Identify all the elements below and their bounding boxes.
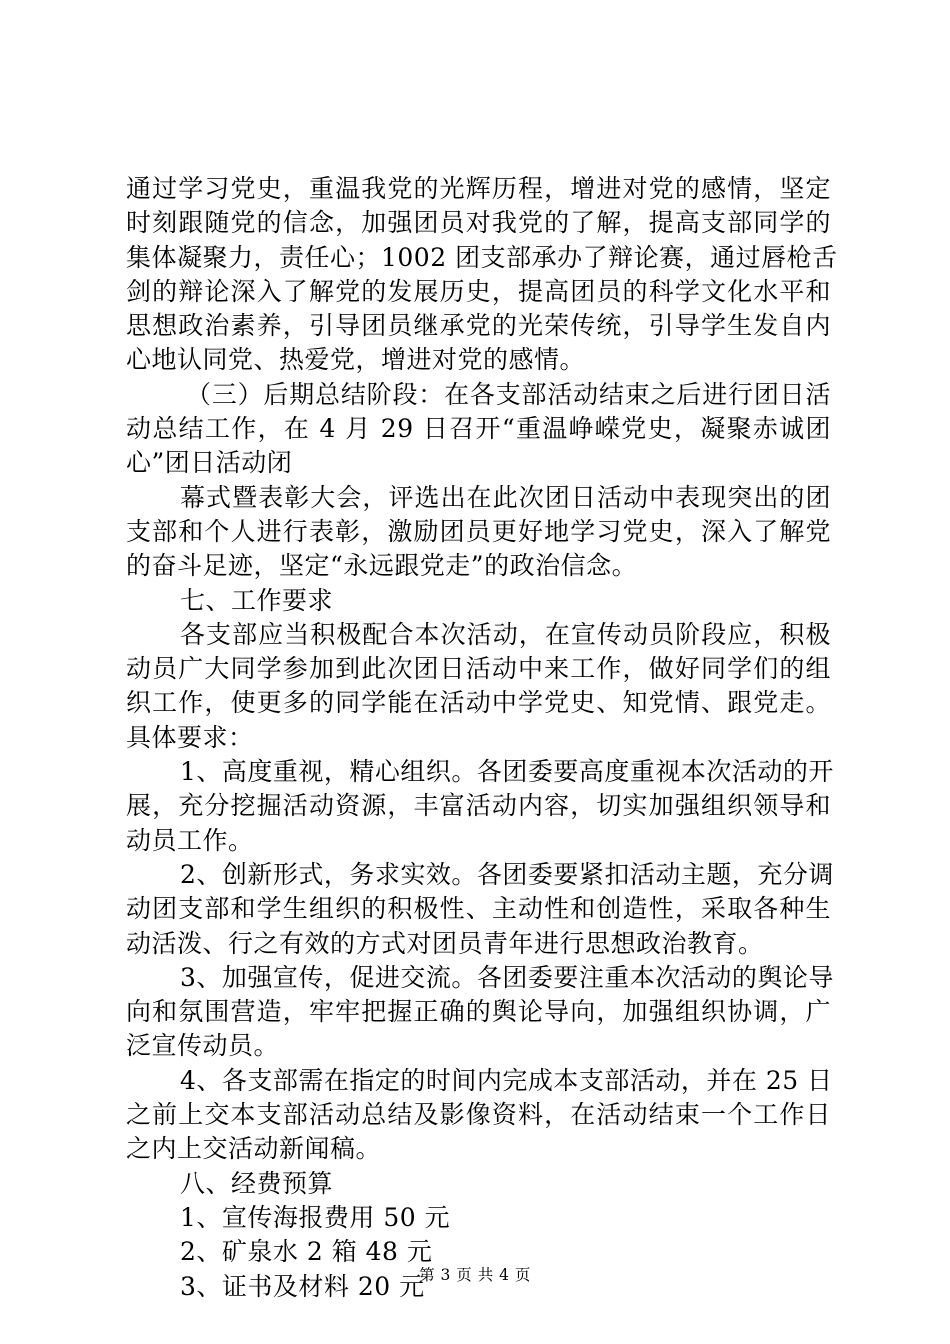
section-heading: 七、工作要求	[180, 585, 334, 615]
list-item-line: 动活泼、行之有效的方式对团员青年进行思想政治教育。	[126, 928, 764, 958]
paragraph-line: 心地认同党、热爱党，增进对党的感情。	[126, 345, 586, 375]
list-item-line: 3、加强宣传，促进交流。各团委要注重本次活动的舆论导	[180, 962, 834, 992]
paragraph-line: 心”团日活动闭	[126, 448, 293, 478]
paragraph-line: 剑的辩论深入了解党的发展历史，提高团员的科学文化水平和	[126, 276, 831, 306]
list-item-line: 4、各支部需在指定的时间内完成本支部活动，并在 25 日	[180, 1065, 833, 1095]
section-heading: 八、经费预算	[180, 1168, 334, 1198]
paragraph-line: 动总结工作，在 4 月 29 日召开“重温峥嵘党史，凝聚赤诚团	[126, 414, 831, 444]
list-item-line: 2、创新形式，务求实效。各团委要紧扣活动主题，充分调	[180, 859, 834, 889]
budget-item: 3、证书及材料 20 元	[180, 1271, 425, 1301]
list-item-line: 动团支部和学生组织的积极性、主动性和创造性，采取各种生	[126, 894, 831, 924]
list-item-line: 展，充分挖掘活动资源，丰富活动内容，切实加强组织领导和	[126, 791, 831, 821]
document-body	[126, 172, 838, 1304]
budget-item: 2、矿泉水 2 箱 48 元	[180, 1237, 433, 1267]
paragraph-line: 具体要求：	[126, 722, 254, 752]
list-item-line: 动员工作。	[126, 825, 254, 855]
paragraph-line: 的奋斗足迹，坚定“永远跟党走”的政治信念。	[126, 551, 638, 581]
budget-item: 1、宣传海报费用 50 元	[180, 1202, 451, 1232]
paragraph-line: 幕式暨表彰大会，评选出在此次团日活动中表现突出的团	[180, 482, 831, 512]
paragraph-line: 思想政治素养，引导团员继承党的光荣传统，引导学生发自内	[126, 311, 831, 341]
paragraph-line: 支部和个人进行表彰，激励团员更好地学习党史，深入了解党	[126, 516, 831, 546]
paragraph-line: 集体凝聚力，责任心；1002 团支部承办了辩论赛，通过唇枪舌	[126, 242, 838, 272]
paragraph-line: 织工作，使更多的同学能在活动中学党史、知党情、跟党走。	[126, 688, 831, 718]
paragraph-line: 动员广大同学参加到此次团日活动中来工作，做好同学们的组	[126, 654, 831, 684]
paragraph-line: 时刻跟随党的信念，加强团员对我党的了解，提高支部同学的	[126, 208, 831, 238]
list-item-line: 1、高度重视，精心组织。各团委要高度重视本次活动的开	[180, 757, 834, 787]
list-item-line: 之前上交本支部活动总结及影像资料，在活动结束一个工作日	[126, 1100, 831, 1130]
paragraph-line: 各支部应当积极配合本次活动，在宣传动员阶段应，积极	[180, 619, 831, 649]
list-item-line: 之内上交活动新闻稿。	[126, 1134, 382, 1164]
list-item-line: 向和氛围营造，牢牢把握正确的舆论导向，加强组织协调，广	[126, 997, 831, 1027]
list-item-line: 泛宣传动员。	[126, 1031, 280, 1061]
page-number-footer: 第 3 页 共 4 页	[419, 1266, 531, 1284]
paragraph-line: （三）后期总结阶段：在各支部活动结束之后进行团日活	[186, 379, 831, 409]
paragraph-line: 通过学习党史，重温我党的光辉历程，增进对党的感情，坚定	[126, 174, 831, 203]
